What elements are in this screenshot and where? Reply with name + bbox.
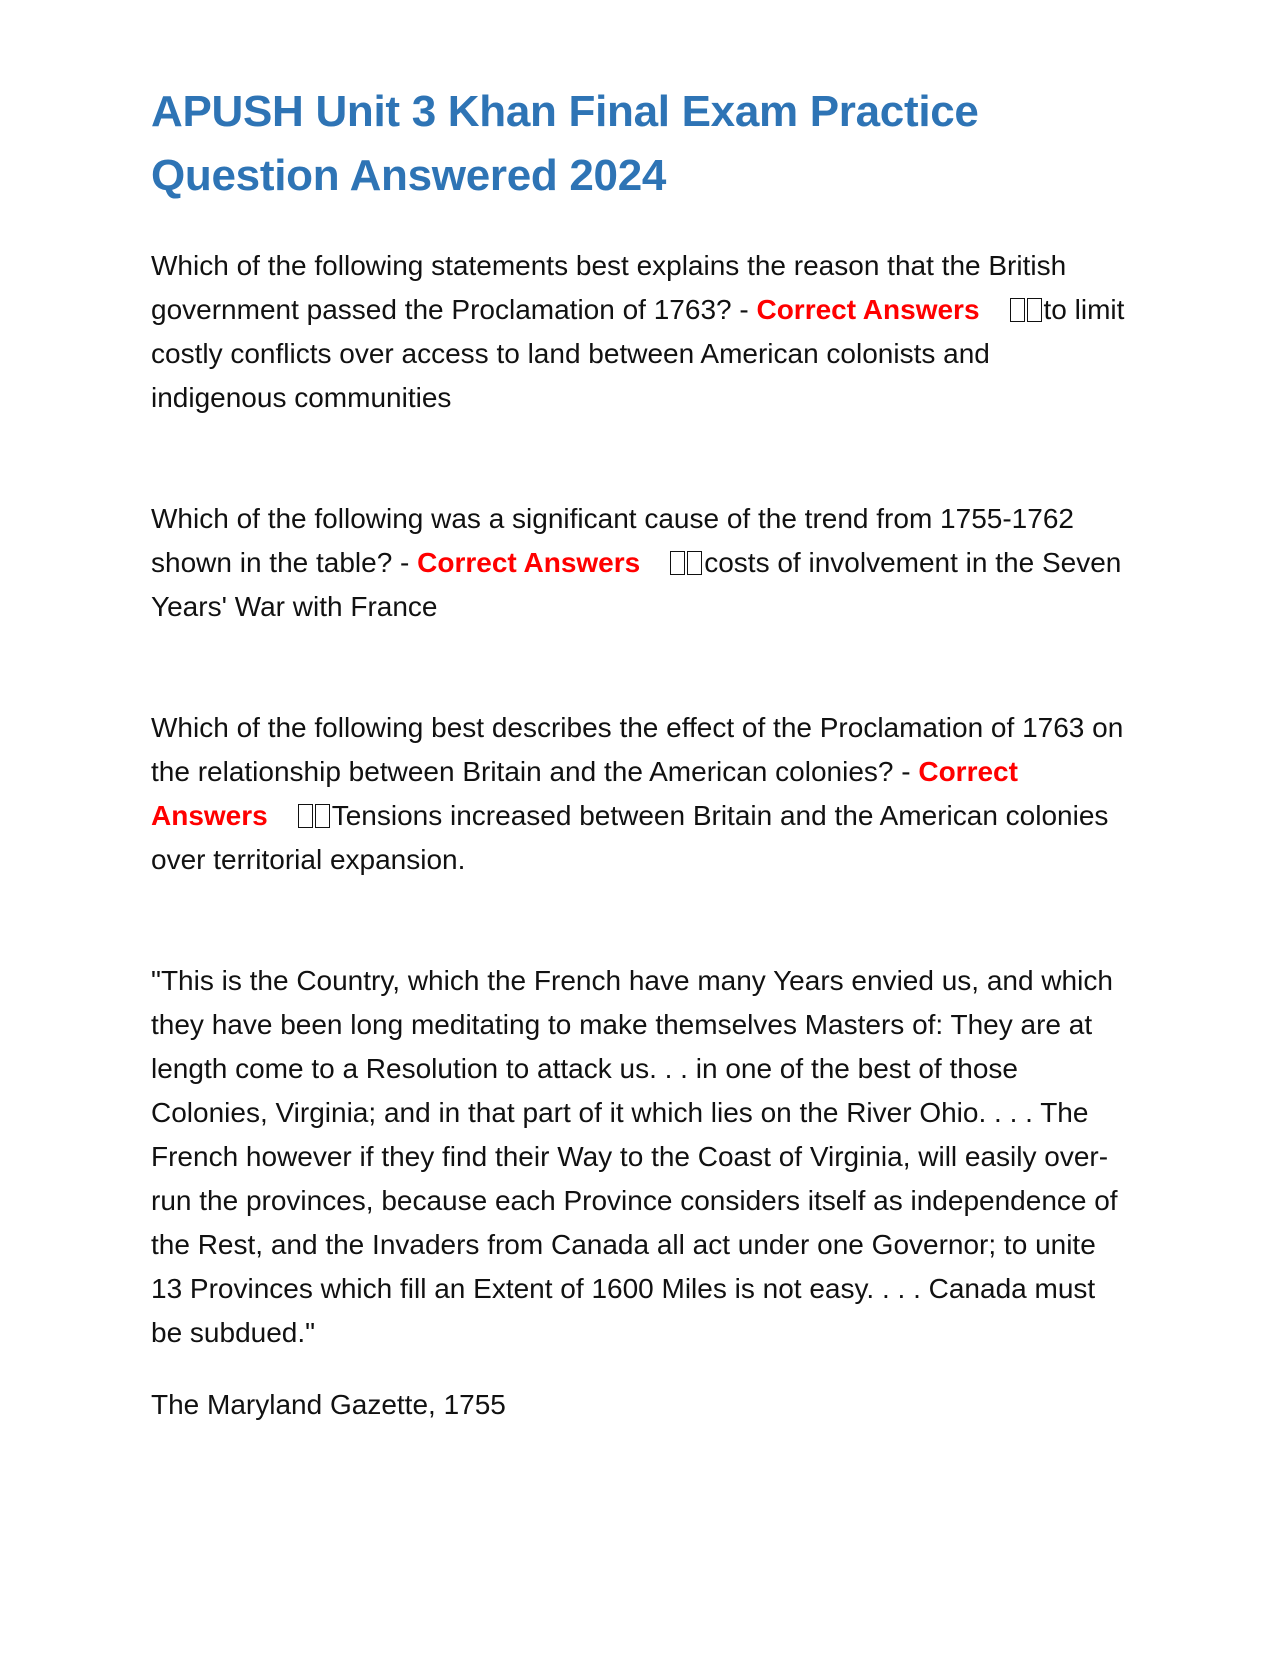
missing-glyph-icons [1010,288,1044,332]
missing-glyph-icon [687,551,702,575]
question-2 [151,497,1126,629]
answer-text: to limit costly conflicts over access to land between American colonists and indigenous communities [151,294,1125,413]
missing-glyph-icon [670,551,685,575]
answer-label: Correct Answers [417,547,641,578]
answer-text: Tensions increased between Britain and the American colonies over territorial expansion. [151,800,1109,875]
question-text: Which of the following was a significant cause of the trend from 1755-1762 shown in the table? - [151,503,1074,578]
missing-glyph-icons [298,794,332,838]
quote-citation: The Maryland Gazette, 1755 [151,1389,506,1420]
question-1 [151,244,1126,420]
missing-glyph-icon [1010,298,1025,322]
missing-glyph-icon [298,804,313,828]
answer-text: costs of involvement in the Seven Years' War with France [151,547,1122,622]
question-text: Which of the following best describes the effect of the Proclamation of 1763 on the relationship between Britain and the American colonies? - [151,712,1124,787]
answer-label: Correct Answers [756,294,980,325]
question-3 [151,706,1126,882]
document-page [151,80,1126,1455]
source-quote: "This is the Country, which the French have many Years envied us, and which they have been long meditating to make themselves Masters of: They are at length come to a Resolution to attack us. . . in one of the best of those Colonies, Virginia; and in that part of it which lies on the River Ohio. . . . The French however if they find their Way to the Coast of Virginia, will easily over-run the provinces, because each Province considers itself as independence of the Rest, and the Invaders from Canada all act under one Governor; to unite 13 Provinces which fill an Extent of 1600 Miles is not easy. . . . Canada must be subdued." [151,965,1118,1348]
question-text: Which of the following statements best explains the reason that the British government passed the Proclamation of 1763? - [151,250,1067,325]
missing-glyph-icon [1027,298,1042,322]
document-title: APUSH Unit 3 Khan Final Exam Practice Question Answered 2024 [151,87,979,200]
missing-glyph-icons [670,541,704,585]
missing-glyph-icon [315,804,330,828]
answer-label: Correct Answers [151,756,1018,831]
